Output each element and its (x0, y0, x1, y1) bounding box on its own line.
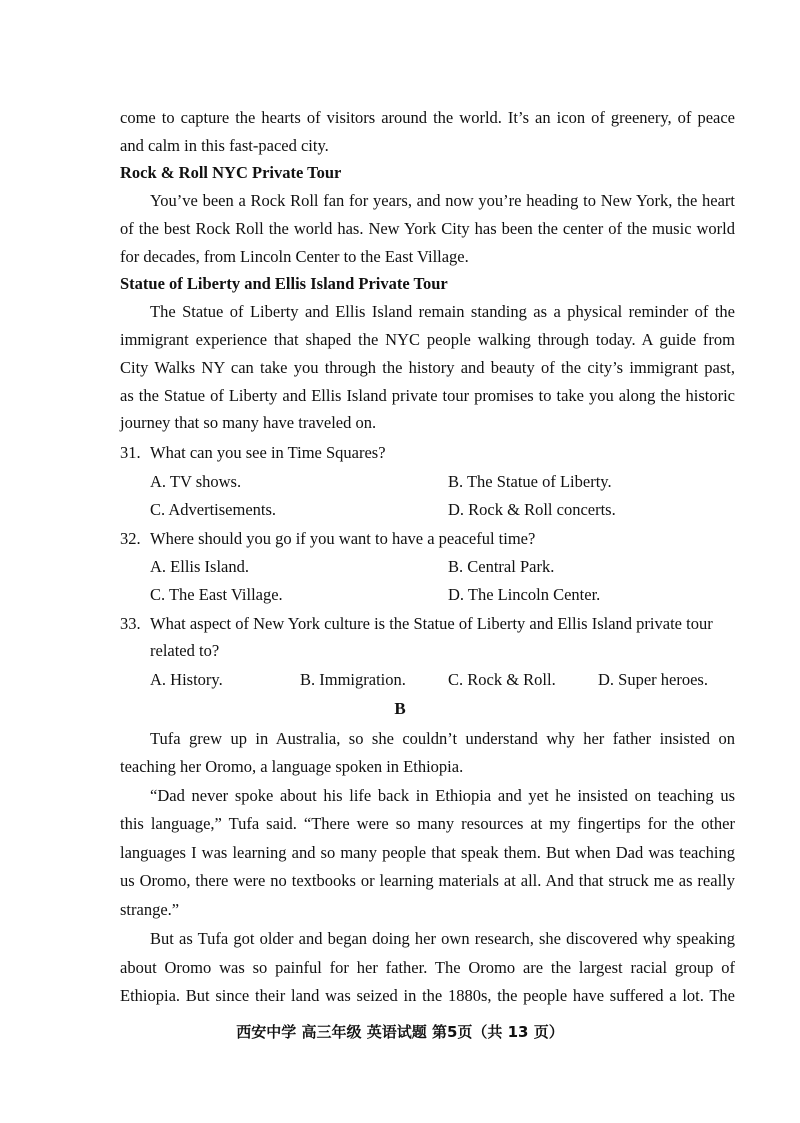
option-d: D. Rock & Roll concerts. (448, 500, 616, 519)
passage-line: about Oromo was so painful for her father. The Oromo are the largest racial group of (120, 958, 735, 977)
passage-line: City Walks NY can take you through the history and beauty of the city’s immigrant past, (120, 358, 735, 377)
question-text-cont: related to? (150, 641, 220, 660)
question-number: 33. (120, 614, 141, 633)
passage-line: immigrant experience that shaped the NYC people walking through today. A guide from (120, 330, 735, 349)
option-b: B. The Statue of Liberty. (448, 472, 612, 491)
option-d: D. Super heroes. (598, 670, 708, 689)
option-b: B. Central Park. (448, 557, 555, 576)
passage-line: “Dad never spoke about his life back in Ethiopia and yet he insisted on teaching us (150, 786, 735, 805)
section-heading-rock: Rock & Roll NYC Private Tour (120, 163, 342, 182)
passage-line: this language,” Tufa said. “There were so many resources at my fingertips for the other (120, 814, 735, 833)
passage-line: as the Statue of Liberty and Ellis Island private tour promises to take you along the historic (120, 386, 735, 405)
option-a: A. TV shows. (150, 472, 242, 491)
option-c: C. The East Village. (150, 585, 283, 604)
option-a: A. Ellis Island. (150, 557, 249, 576)
passage-line: for decades, from Lincoln Center to the East Village. (120, 247, 469, 266)
option-c: C. Rock & Roll. (448, 670, 556, 689)
passage-line: Tufa grew up in Australia, so she couldn’t understand why her father insisted on (150, 729, 735, 748)
passage-line: and calm in this fast-paced city. (120, 136, 329, 155)
question-text: What can you see in Time Squares? (150, 443, 386, 462)
passage-line: teaching her Oromo, a language spoken in Ethiopia. (120, 757, 464, 776)
passage-line: strange.” (120, 900, 180, 919)
passage-line: journey that so many have traveled on. (120, 413, 377, 432)
option-a: A. History. (150, 670, 223, 689)
section-label: B (394, 699, 406, 718)
passage-line: But as Tufa got older and began doing her own research, she discovered why speaking (150, 929, 735, 948)
question-number: 31. (120, 443, 141, 462)
passage-line: Ethiopia. But since their land was seized in the 1880s, the people have suffered a lot. The (120, 986, 735, 1005)
option-d: D. The Lincoln Center. (448, 585, 601, 604)
option-c: C. Advertisements. (150, 500, 277, 519)
question-number: 32. (120, 529, 141, 548)
option-b: B. Immigration. (300, 670, 406, 689)
section-heading-liberty: Statue of Liberty and Ellis Island Private Tour (120, 274, 448, 293)
passage-line: The Statue of Liberty and Ellis Island remain standing as a physical reminder of the (150, 302, 735, 321)
passage-line: You’ve been a Rock Roll fan for years, and now you’re heading to New York, the heart (150, 191, 735, 210)
question-text: What aspect of New York culture is the Statue of Liberty and Ellis Island private tour (150, 614, 713, 633)
passage-line: of the best Rock Roll the world has. New York City has been the center of the music world (120, 219, 735, 238)
passage-line: languages I was learning and so many people that speak them. But when Dad was teaching (120, 843, 735, 862)
passage-line: us Oromo, there were no textbooks or learning materials at all. And that struck me as really (120, 871, 735, 890)
question-text: Where should you go if you want to have a peaceful time? (150, 529, 536, 548)
passage-line: come to capture the hearts of visitors around the world. It’s an icon of greenery, of peace (120, 108, 735, 127)
page-footer: 西安中学 高三年级 英语试题 第5页（共 13 页） (236, 1023, 564, 1041)
